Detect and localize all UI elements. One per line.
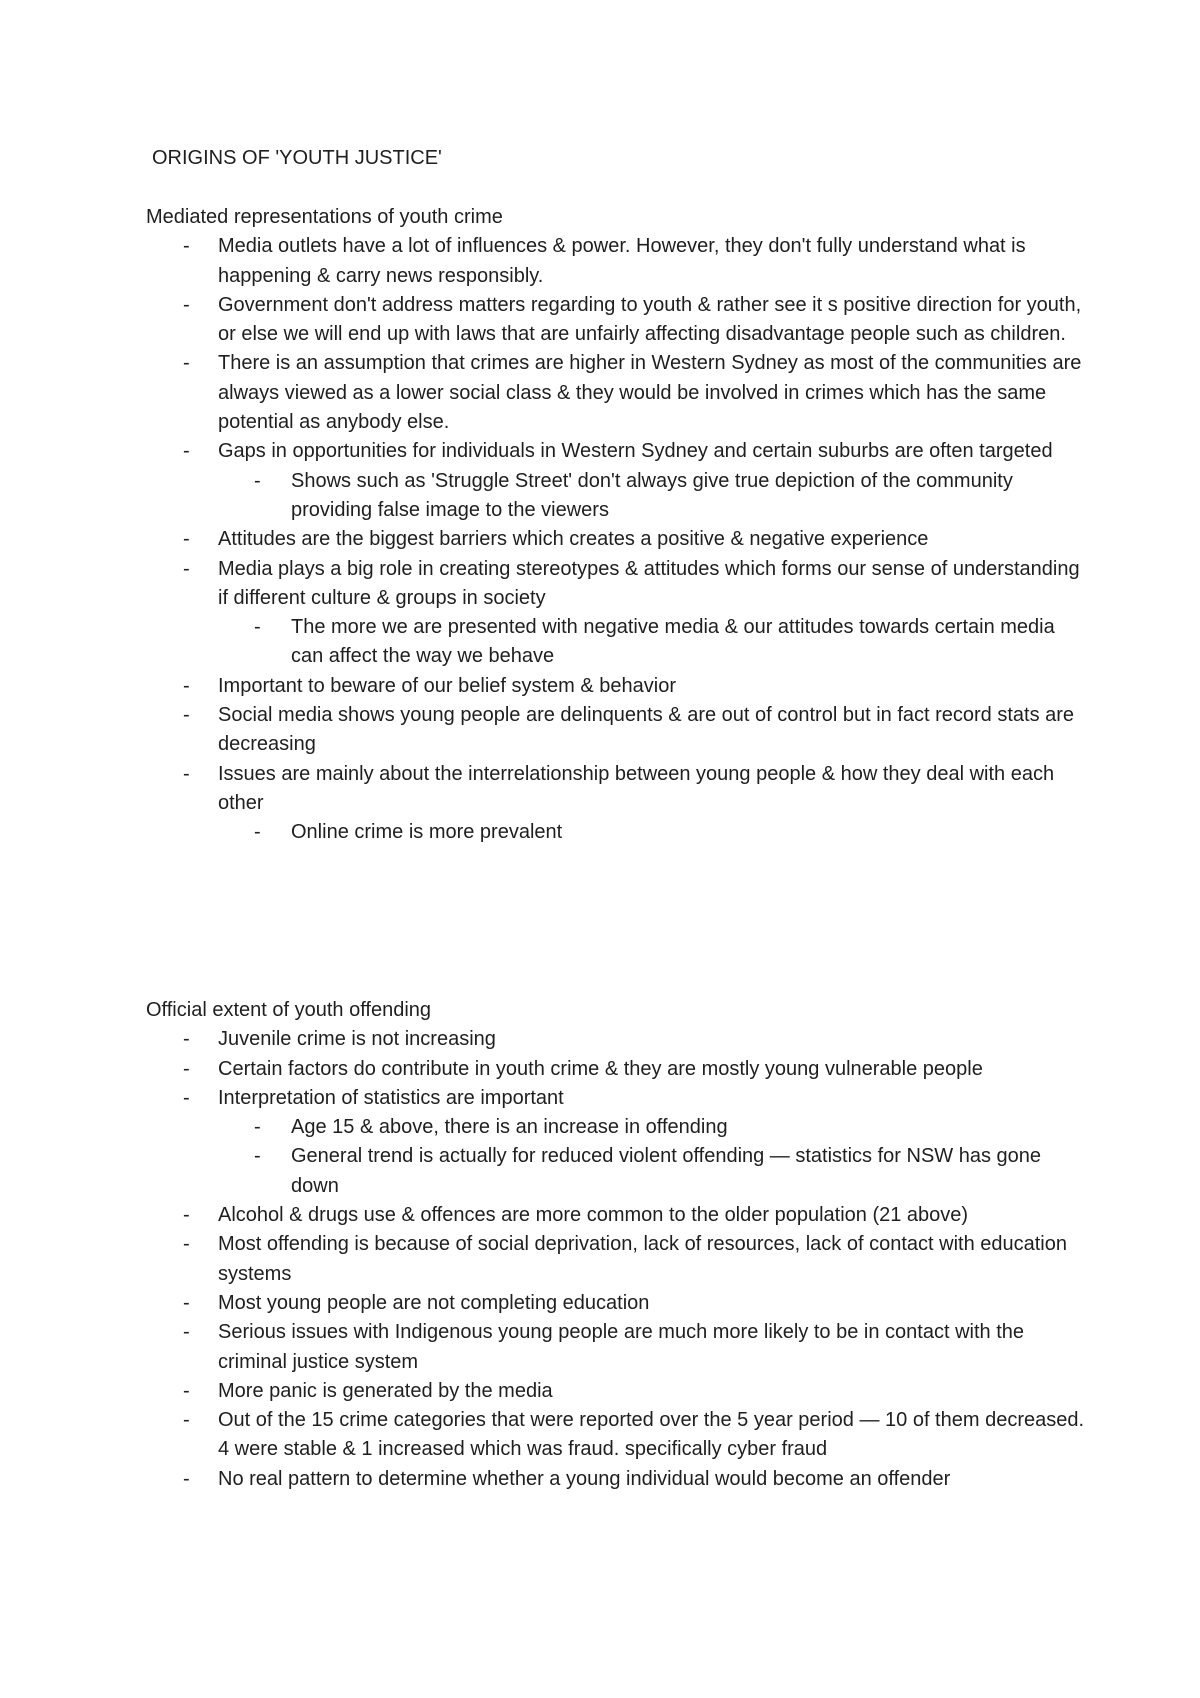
section-media-representations [146,203,1086,848]
bullet-list [146,232,1086,847]
list-item-text: General trend is actually for reduced violent offending — statistics for NSW has gone down [291,1145,1042,1197]
list-item-text: There is an assumption that crimes are higher in Western Sydney as most of the communities are always viewed as a lower social class & they would be involved in crimes which has the same potential as anybody else. [218,352,1082,434]
list-item-text: Shows such as 'Struggle Street' don't always give true depiction of the community providing false image to the viewers [291,469,1013,521]
list-item [146,1025,1086,1054]
bullet-dash: - [183,1028,190,1051]
list-item-text: Attitudes are the biggest barriers which creates a positive & negative experience [218,528,929,551]
list-item-text: Social media shows young people are delinquents & are out of control but in fact record stats are decreasing [218,704,1075,756]
list-item-text: Interpretation of statistics are important [218,1086,564,1109]
list-item [146,760,1086,819]
list-item-text: Government don't address matters regarding to youth & rather see it s positive direction for youth, or else we will end up with laws that are unfairly affecting disadvantage people such as children. [218,293,1082,346]
bullet-dash: - [183,1321,190,1344]
list-item-text: Media outlets have a lot of influences & power. However, they don't fully understand what is happening & carry news responsibly. [218,235,1026,287]
list-item [146,672,1086,701]
list-item [146,232,1086,291]
list-item-text: Issues are mainly about the interrelationship between young people & how they deal with each other [218,762,1055,814]
bullet-dash: - [183,528,190,551]
list-item-text: Important to beware of our belief system & behavior [218,674,677,697]
sub-list-item [146,1142,1086,1201]
list-item-text: Serious issues with Indigenous young people are much more likely to be in contact with the criminal justice system [218,1321,1025,1373]
list-item [146,1055,1086,1084]
list-item-text: Certain factors do contribute in youth crime & they are mostly young vulnerable people [218,1057,983,1080]
sub-list-item [146,467,1086,526]
list-item [146,1230,1086,1289]
list-item [146,1318,1086,1377]
bullet-dash: - [254,821,261,844]
bullet-dash: - [254,1145,261,1168]
bullet-dash: - [183,704,190,727]
list-item-text: Alcohol & drugs use & offences are more common to the older population (21 above) [218,1204,969,1227]
list-item-text: The more we are presented with negative media & our attitudes towards certain media can affect the way we behave [291,616,1055,668]
bullet-dash: - [183,1057,190,1080]
bullet-dash: - [254,1116,261,1139]
bullet-dash: - [183,1204,190,1227]
list-item-text: Media plays a big role in creating stereotypes & attitudes which forms our sense of understanding if different culture & groups in society [218,557,1080,609]
section-heading: Official extent of youth offending [146,999,432,1021]
list-item [146,1465,1086,1494]
bullet-dash: - [183,1086,190,1109]
list-item [146,349,1086,437]
list-item [146,1084,1086,1113]
bullet-dash: - [183,1409,190,1432]
bullet-dash: - [183,762,190,785]
list-item-text: More panic is generated by the media [218,1379,553,1402]
list-item [146,555,1086,614]
list-item-text: Juvenile crime is not increasing [218,1028,496,1051]
bullet-dash: - [254,469,261,492]
list-item-text: Most young people are not completing education [218,1291,650,1314]
list-item-text: No real pattern to determine whether a young individual would become an offender [218,1467,951,1490]
sub-list-item [146,1113,1086,1142]
list-item-text: Most offending is because of social deprivation, lack of resources, lack of contact with education systems [218,1233,1067,1285]
bullet-dash: - [183,1291,190,1314]
list-item-text: Gaps in opportunities for individuals in Western Sydney and certain suburbs are often targeted [218,440,1053,463]
list-item [146,1406,1086,1465]
list-item [146,525,1086,554]
list-item [146,291,1086,350]
bullet-dash: - [183,440,190,463]
list-item [146,701,1086,760]
bullet-dash: - [183,352,190,375]
bullet-dash: - [183,674,190,697]
bullet-dash: - [254,616,261,639]
list-item [146,1377,1086,1406]
section-heading: Mediated representations of youth crime [146,206,503,228]
sub-list-item [146,613,1086,672]
sub-list-item [146,818,1086,847]
bullet-dash: - [183,235,190,258]
bullet-dash: - [183,1379,190,1402]
list-item [146,1201,1086,1230]
list-item [146,437,1086,466]
bullet-dash: - [183,557,190,580]
list-item-text: Online crime is more prevalent [291,821,563,844]
list-item [146,1289,1086,1318]
section-official-extent [146,996,1086,1494]
document-title: ORIGINS OF 'YOUTH JUSTICE' [152,147,442,169]
bullet-dash: - [183,1233,190,1256]
bullet-list [146,1025,1086,1494]
list-item-text: Out of the 15 crime categories that were reported over the 5 year period — 10 of them decreased. 4 were stable & 1 increased which was fraud. specifically cyber fraud [218,1409,1085,1461]
list-item-text: Age 15 & above, there is an increase in offending [291,1116,728,1139]
bullet-dash: - [183,293,190,316]
bullet-dash: - [183,1467,190,1490]
